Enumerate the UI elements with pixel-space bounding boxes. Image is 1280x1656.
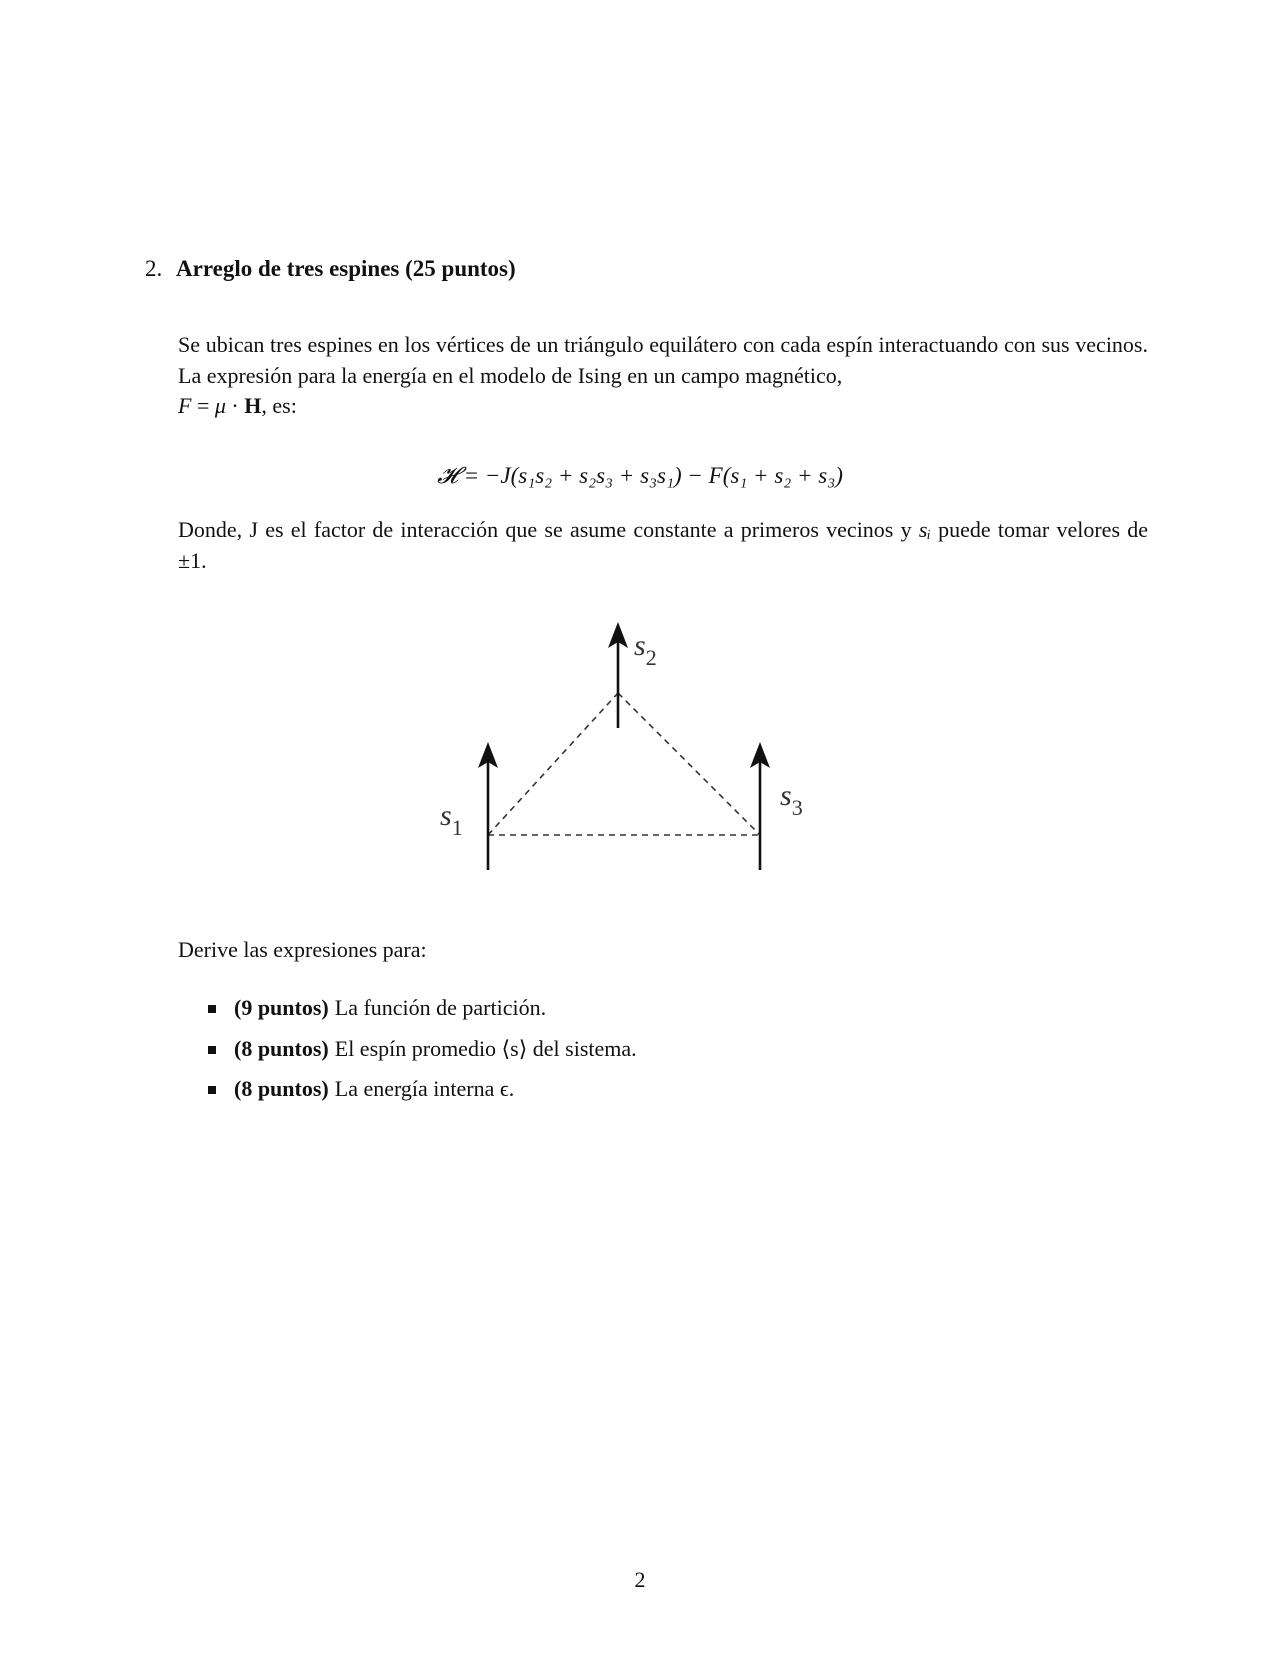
- field-lhs: F: [178, 393, 192, 418]
- field-H: H: [244, 393, 262, 418]
- hamiltonian-text: 𝓗 = −J(s₁s₂ + s₂s₃ + s₃s₁) − F(s₁ + s₂ + s₃): [437, 463, 843, 488]
- list-item: [204, 1069, 637, 1110]
- bullet-icon: [208, 1086, 216, 1094]
- item-text: La función de partición.: [334, 995, 547, 1020]
- where-paragraph: [178, 515, 1148, 576]
- field-eq: =: [191, 393, 215, 418]
- spin-arrow-s3: [750, 742, 770, 870]
- section-heading: [145, 254, 516, 284]
- field-dot: ·: [225, 393, 245, 418]
- field-mu: μ: [214, 393, 226, 418]
- where-text-before: Donde, J es el factor de interacción que se asume constante a primeros vecinos y: [178, 517, 919, 542]
- item-points: (8 puntos): [234, 1076, 329, 1101]
- intro-paragraph: [178, 330, 1148, 422]
- label-s2: $s_2$: [634, 629, 657, 670]
- edge-s2-s3: [618, 693, 760, 835]
- where-text-after: puede tomar velores de ±1.: [178, 517, 1149, 573]
- item-text: La energía interna ϵ.: [334, 1076, 515, 1101]
- label-s1: $s_1$: [440, 799, 463, 840]
- derive-intro: [178, 935, 1148, 966]
- intro-text: Se ubican tres espines en los vértices de un triángulo equilátero con cada espín interactuando con sus vecinos. La expresión para la energía en el modelo de Ising en un campo magnético,: [178, 332, 1148, 388]
- hamiltonian-equation: [0, 461, 1280, 491]
- task-list: [204, 988, 637, 1110]
- section-number: 2.: [145, 256, 163, 281]
- spin-triangle-figure: [440, 620, 860, 870]
- item-text: El espín promedio ⟨s⟩ del sistema.: [334, 1035, 637, 1061]
- derive-intro-text: Derive las expresiones para:: [178, 937, 427, 962]
- spin-arrow-s2: [608, 622, 628, 728]
- list-item: [204, 988, 637, 1029]
- field-tail: , es:: [261, 393, 297, 418]
- list-item: [204, 1029, 637, 1070]
- item-points: (8 puntos): [234, 1035, 329, 1061]
- bullet-icon: [208, 1005, 216, 1013]
- item-points: (9 puntos): [234, 995, 329, 1020]
- page-number: 2: [634, 1567, 646, 1592]
- where-var: sᵢ: [918, 517, 931, 542]
- bullet-icon: [208, 1046, 216, 1054]
- edge-s1-s2: [488, 693, 618, 835]
- section-title: Arreglo de tres espines (25 puntos): [176, 256, 516, 281]
- label-s3: $s_3$: [780, 779, 803, 820]
- spin-arrow-s1: [478, 742, 498, 870]
